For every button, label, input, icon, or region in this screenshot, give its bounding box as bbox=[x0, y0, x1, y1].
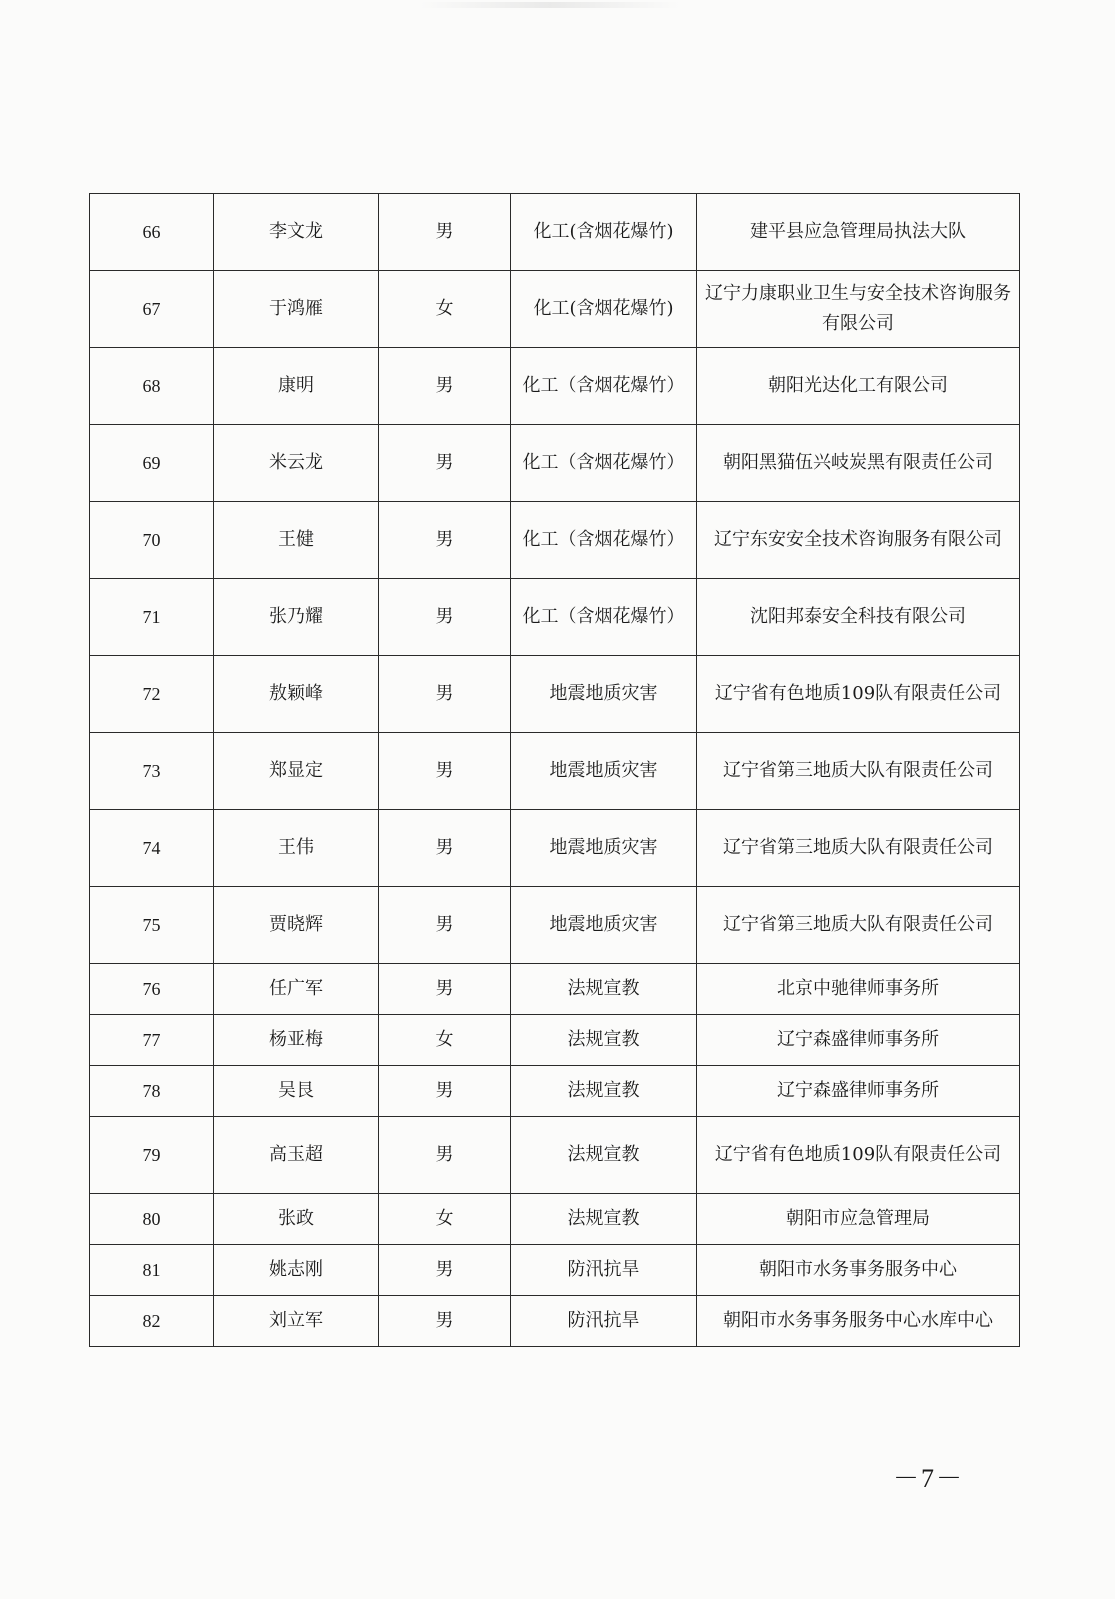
specialty-cell: 法规宣教 bbox=[511, 1015, 697, 1066]
specialty-cell: 化工（含烟花爆竹） bbox=[511, 348, 697, 425]
name-cell: 杨亚梅 bbox=[214, 1015, 379, 1066]
table-row bbox=[90, 1117, 1020, 1194]
specialty-cell: 地震地质灾害 bbox=[511, 887, 697, 964]
specialty-cell: 化工(含烟花爆竹) bbox=[511, 194, 697, 271]
unit-cell: 朝阳光达化工有限公司 bbox=[697, 348, 1020, 425]
name-cell: 王伟 bbox=[214, 810, 379, 887]
row-number-cell: 75 bbox=[90, 887, 214, 964]
page-number: －7－ bbox=[893, 1464, 965, 1493]
name-cell: 米云龙 bbox=[214, 425, 379, 502]
row-number-cell: 73 bbox=[90, 733, 214, 810]
unit-cell: 辽宁省有色地质109队有限责任公司 bbox=[697, 656, 1020, 733]
expert-roster-table bbox=[89, 193, 1020, 1347]
unit-cell: 辽宁省第三地质大队有限责任公司 bbox=[697, 887, 1020, 964]
name-cell: 任广军 bbox=[214, 964, 379, 1015]
row-number-cell: 68 bbox=[90, 348, 214, 425]
specialty-cell: 化工（含烟花爆竹） bbox=[511, 425, 697, 502]
name-cell: 王健 bbox=[214, 502, 379, 579]
row-number-cell: 72 bbox=[90, 656, 214, 733]
gender-cell: 男 bbox=[379, 1296, 511, 1347]
table-row bbox=[90, 656, 1020, 733]
gender-cell: 男 bbox=[379, 348, 511, 425]
row-number-cell: 70 bbox=[90, 502, 214, 579]
row-number-cell: 74 bbox=[90, 810, 214, 887]
name-cell: 刘立军 bbox=[214, 1296, 379, 1347]
specialty-cell: 化工（含烟花爆竹） bbox=[511, 579, 697, 656]
specialty-cell: 地震地质灾害 bbox=[511, 656, 697, 733]
name-cell: 贾晓辉 bbox=[214, 887, 379, 964]
gender-cell: 男 bbox=[379, 656, 511, 733]
gender-cell: 男 bbox=[379, 733, 511, 810]
unit-cell: 朝阳黑猫伍兴岐炭黑有限责任公司 bbox=[697, 425, 1020, 502]
gender-cell: 男 bbox=[379, 194, 511, 271]
row-number-cell: 78 bbox=[90, 1066, 214, 1117]
row-number-cell: 76 bbox=[90, 964, 214, 1015]
table-row bbox=[90, 348, 1020, 425]
unit-cell: 辽宁森盛律师事务所 bbox=[697, 1066, 1020, 1117]
row-number-cell: 71 bbox=[90, 579, 214, 656]
table-row bbox=[90, 579, 1020, 656]
table-row bbox=[90, 271, 1020, 348]
table-row bbox=[90, 810, 1020, 887]
unit-cell: 辽宁省第三地质大队有限责任公司 bbox=[697, 810, 1020, 887]
row-number-cell: 81 bbox=[90, 1245, 214, 1296]
gender-cell: 男 bbox=[379, 1245, 511, 1296]
name-cell: 张乃耀 bbox=[214, 579, 379, 656]
table-row bbox=[90, 1245, 1020, 1296]
specialty-cell: 法规宣教 bbox=[511, 1117, 697, 1194]
name-cell: 姚志刚 bbox=[214, 1245, 379, 1296]
name-cell: 张政 bbox=[214, 1194, 379, 1245]
gender-cell: 男 bbox=[379, 425, 511, 502]
specialty-cell: 法规宣教 bbox=[511, 964, 697, 1015]
row-number-cell: 79 bbox=[90, 1117, 214, 1194]
specialty-cell: 地震地质灾害 bbox=[511, 733, 697, 810]
unit-cell: 朝阳市水务事务服务中心 bbox=[697, 1245, 1020, 1296]
table-row bbox=[90, 502, 1020, 579]
specialty-cell: 防汛抗旱 bbox=[511, 1296, 697, 1347]
gender-cell: 女 bbox=[379, 1194, 511, 1245]
name-cell: 郑显定 bbox=[214, 733, 379, 810]
unit-cell: 辽宁东安安全技术咨询服务有限公司 bbox=[697, 502, 1020, 579]
table-row bbox=[90, 425, 1020, 502]
table-body bbox=[90, 194, 1020, 1347]
gender-cell: 男 bbox=[379, 502, 511, 579]
gender-cell: 女 bbox=[379, 271, 511, 348]
table-row bbox=[90, 194, 1020, 271]
unit-cell: 朝阳市应急管理局 bbox=[697, 1194, 1020, 1245]
table-row bbox=[90, 1015, 1020, 1066]
unit-cell: 辽宁森盛律师事务所 bbox=[697, 1015, 1020, 1066]
scan-artifact bbox=[420, 2, 680, 8]
table-row bbox=[90, 1296, 1020, 1347]
specialty-cell: 化工(含烟花爆竹) bbox=[511, 271, 697, 348]
table-row bbox=[90, 733, 1020, 810]
row-number-cell: 67 bbox=[90, 271, 214, 348]
gender-cell: 男 bbox=[379, 810, 511, 887]
unit-cell: 朝阳市水务事务服务中心水库中心 bbox=[697, 1296, 1020, 1347]
name-cell: 康明 bbox=[214, 348, 379, 425]
row-number-cell: 69 bbox=[90, 425, 214, 502]
name-cell: 吴艮 bbox=[214, 1066, 379, 1117]
specialty-cell: 防汛抗旱 bbox=[511, 1245, 697, 1296]
row-number-cell: 82 bbox=[90, 1296, 214, 1347]
gender-cell: 男 bbox=[379, 1066, 511, 1117]
specialty-cell: 地震地质灾害 bbox=[511, 810, 697, 887]
table-row bbox=[90, 1194, 1020, 1245]
unit-cell: 建平县应急管理局执法大队 bbox=[697, 194, 1020, 271]
table-row bbox=[90, 964, 1020, 1015]
table-row bbox=[90, 1066, 1020, 1117]
gender-cell: 男 bbox=[379, 964, 511, 1015]
specialty-cell: 法规宣教 bbox=[511, 1066, 697, 1117]
gender-cell: 男 bbox=[379, 579, 511, 656]
table-row bbox=[90, 887, 1020, 964]
unit-cell: 辽宁省有色地质109队有限责任公司 bbox=[697, 1117, 1020, 1194]
specialty-cell: 化工（含烟花爆竹） bbox=[511, 502, 697, 579]
gender-cell: 男 bbox=[379, 1117, 511, 1194]
name-cell: 敖颖峰 bbox=[214, 656, 379, 733]
gender-cell: 男 bbox=[379, 887, 511, 964]
row-number-cell: 80 bbox=[90, 1194, 214, 1245]
row-number-cell: 66 bbox=[90, 194, 214, 271]
name-cell: 高玉超 bbox=[214, 1117, 379, 1194]
gender-cell: 女 bbox=[379, 1015, 511, 1066]
unit-cell: 辽宁力康职业卫生与安全技术咨询服务有限公司 bbox=[697, 271, 1020, 348]
name-cell: 李文龙 bbox=[214, 194, 379, 271]
unit-cell: 北京中驰律师事务所 bbox=[697, 964, 1020, 1015]
specialty-cell: 法规宣教 bbox=[511, 1194, 697, 1245]
unit-cell: 沈阳邦泰安全科技有限公司 bbox=[697, 579, 1020, 656]
name-cell: 于鸿雁 bbox=[214, 271, 379, 348]
unit-cell: 辽宁省第三地质大队有限责任公司 bbox=[697, 733, 1020, 810]
row-number-cell: 77 bbox=[90, 1015, 214, 1066]
